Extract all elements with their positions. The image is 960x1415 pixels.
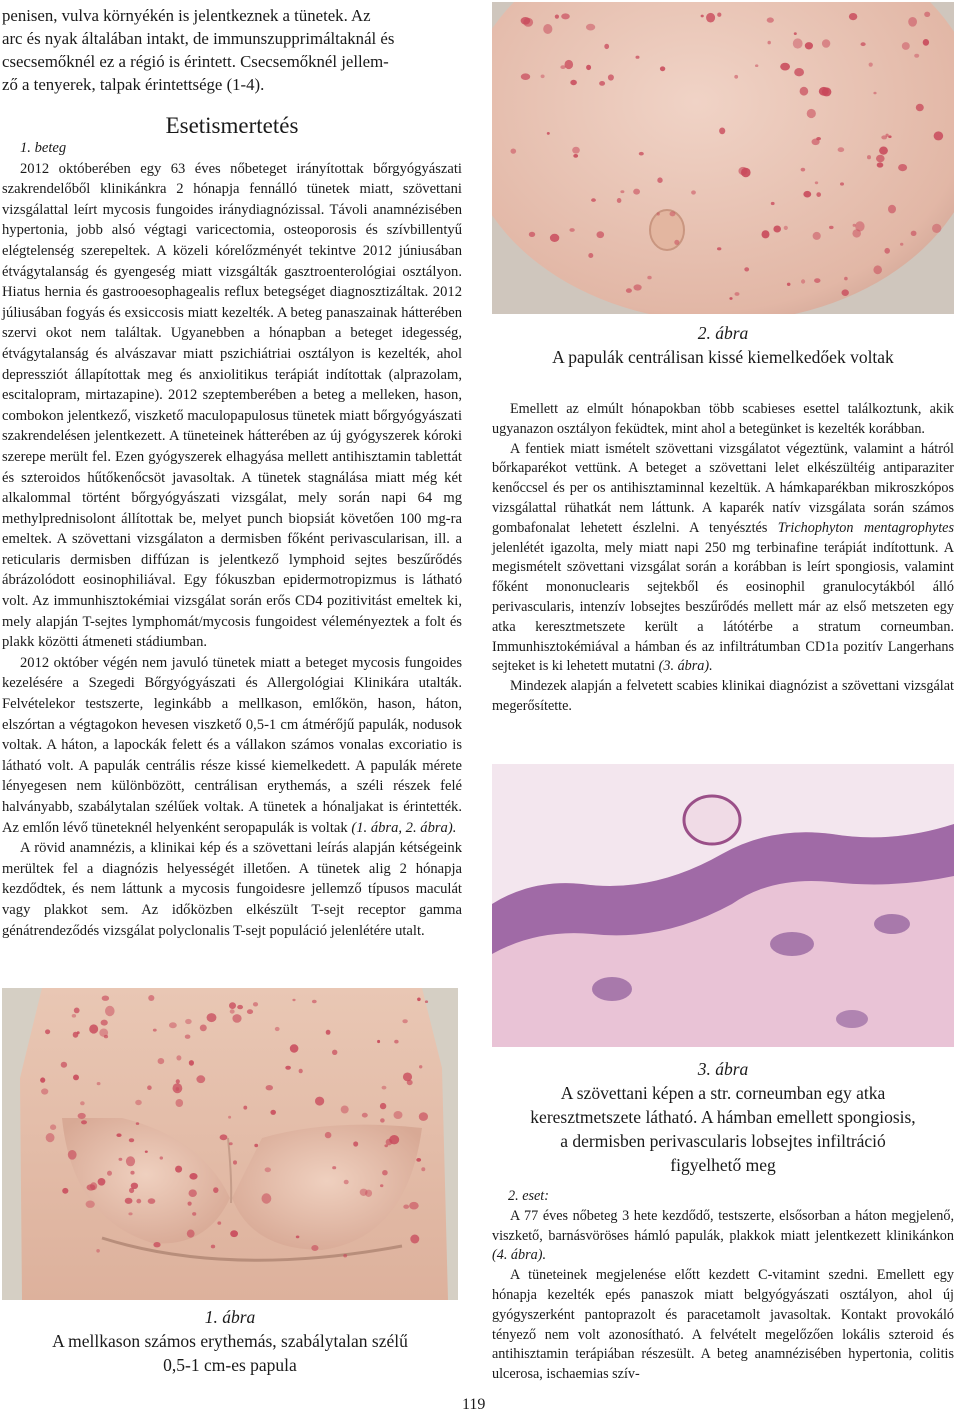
papule-mark (41, 1088, 48, 1094)
papule-mark (771, 202, 775, 205)
papule-mark (360, 1189, 368, 1196)
papule-mark (40, 1077, 45, 1082)
papule-mark (626, 288, 632, 293)
papule-mark (647, 276, 651, 280)
papule-mark (72, 1014, 76, 1018)
papule-mark (801, 279, 805, 283)
papule-mark (419, 1112, 428, 1121)
papule-mark (343, 1254, 347, 1257)
papule-mark (275, 1027, 280, 1031)
papule-mark (409, 1202, 419, 1210)
papule-mark (101, 1020, 108, 1026)
papule-mark (233, 1160, 237, 1164)
papule-mark (876, 155, 885, 162)
papule-mark (877, 162, 884, 167)
papule-mark (147, 1085, 152, 1090)
papule-mark (561, 13, 570, 19)
figure-3-caption (492, 1057, 954, 1177)
papule-mark (706, 13, 715, 23)
papule-mark (816, 192, 821, 197)
papule-mark (867, 155, 871, 159)
right-paragraph-1: Emellett az elmúlt hónapokban több scabieses esettel találkoztunk, akik ugyanazon osztályon feküdtek, mint ahol a betegünket is kezelték korábban. (492, 401, 954, 437)
papule-mark (719, 127, 725, 134)
breast-papules-illustration (492, 2, 954, 314)
case2-paragraph-1 (492, 1207, 954, 1266)
papule-mark (914, 54, 919, 58)
papule-mark (573, 154, 578, 158)
papule-mark (888, 135, 891, 138)
papule-mark (840, 182, 844, 185)
papule-mark (176, 1079, 180, 1083)
papule-mark (135, 1100, 142, 1105)
papule-mark (126, 1156, 135, 1166)
case1-label: 1. beteg (20, 140, 67, 156)
case2-label: 2. eset: (508, 1188, 549, 1204)
left-column-body (2, 138, 462, 941)
papule-mark (861, 42, 866, 46)
papule-mark (160, 1156, 163, 1159)
figure-1-caption (2, 1305, 458, 1377)
papule-mark (311, 1245, 318, 1251)
papule-mark (762, 230, 770, 238)
papule-mark (230, 1009, 235, 1013)
right-column-body (492, 400, 954, 717)
papule-mark (924, 12, 930, 17)
papule-mark (717, 13, 721, 17)
papule-mark (74, 1008, 80, 1014)
figure-1-caption-line: 0,5-1 cm-es papula (163, 1355, 297, 1375)
papule-mark (99, 1029, 108, 1037)
papule-mark (660, 66, 665, 71)
page-number: 119 (462, 1396, 486, 1413)
papule-mark (189, 1189, 197, 1197)
papule-mark (805, 42, 813, 49)
papule-mark (691, 190, 696, 194)
papule-mark (803, 191, 811, 198)
papule-mark (657, 212, 660, 215)
papule-mark (325, 1132, 332, 1138)
papule-mark (403, 1205, 409, 1209)
papule-mark (425, 1000, 428, 1003)
papule-mark (97, 1082, 101, 1085)
papule-mark (200, 1025, 207, 1032)
papule-mark (780, 63, 790, 71)
case2-section (492, 1187, 954, 1385)
papule-mark (773, 226, 781, 233)
papule-mark (68, 1150, 77, 1160)
papule-mark (285, 1066, 291, 1070)
papule-mark (529, 232, 535, 237)
papule-mark (119, 1158, 123, 1161)
papule-mark (382, 1170, 388, 1175)
papule-mark (888, 205, 896, 214)
papule-mark (853, 224, 856, 227)
papule-mark (800, 87, 809, 96)
papule-mark (62, 1188, 68, 1194)
papule-mark (572, 147, 580, 154)
papule-mark (188, 1202, 192, 1206)
papule-mark (586, 24, 595, 31)
papule-mark (254, 1144, 258, 1147)
papule-mark (220, 1134, 228, 1140)
papule-mark (386, 1139, 393, 1146)
papule-mark (734, 75, 738, 79)
papule-mark (394, 1040, 398, 1044)
papule-mark (898, 164, 907, 171)
papule-mark (296, 1236, 300, 1239)
papule-mark (755, 64, 758, 67)
papule-mark (176, 1099, 184, 1107)
case2-paragraph-1-text: A 77 éves nőbeteg 3 hete kezdődő, testszerte, elsősorban a háton megjelenő, viszkető, barnásvöröses hámló papulák, plakkok miatt jelentkezett klinikánkon (492, 1207, 954, 1244)
papule-mark (105, 1006, 115, 1016)
papule-mark (814, 278, 820, 283)
papule-mark (813, 232, 821, 240)
papule-mark (674, 240, 679, 245)
case1-paragraph-2-text: 2012 október végén nem javuló tünetek miatt a beteget mycosis fungoides kezelésére a Szegedi Bőrgyógyászati és Allergológiai Klinikára utalták. Felvételekor testszerte, leginkább a mellkason, emlőkön, hason, háton, elszórtan a végtagokon hevesen viszkető 0,5-1 cm átmérőjű papulák, nodusok voltak. A háton, a lapockák felett és a vállakon számos vonalas excoriatio is látható volt. A papulák centrális része kissé kiemelkedett. A papulák mérete lényegesen nem különbözött, centrálisan erythemás, a széli részek felé halványabb, szabálytalan szélűek voltak. A tünetek a hónaljakat is érintették. Az emlőn lévő tüneteknél helyenként seropapulák is voltak (2, 654, 462, 836)
papule-mark (410, 1235, 419, 1244)
section-heading-wrap (2, 111, 462, 141)
papule-mark (735, 292, 740, 296)
papule-mark (237, 1005, 243, 1009)
papule-mark (932, 224, 941, 233)
papule-mark (729, 297, 732, 300)
papule-mark (136, 1122, 139, 1125)
figure-reference: (1. ábra, 2. ábra). (351, 819, 457, 836)
papule-mark (620, 190, 624, 193)
papule-mark (380, 1184, 383, 1187)
papule-mark (78, 1113, 86, 1119)
papule-mark (262, 1193, 272, 1203)
papule-mark (362, 1113, 368, 1118)
papule-mark (148, 995, 154, 1001)
papule-mark (636, 56, 640, 59)
papule-mark (290, 1044, 299, 1052)
papule-mark (565, 60, 574, 69)
papule-mark (230, 1230, 238, 1237)
papule-mark (61, 1062, 67, 1068)
papule-mark (807, 109, 816, 118)
right-paragraph-2-text-b: jelenlétét igazolta, mely miatt napi 250 mg terbinafine terápiát indítottunk. A megismételt szövettani vizsgálat során a korábban is leírt spongiosis, valamint főként mononuclearis sejtekből és eosinophil granulocytákból álló perivascularis, intenzív lobsejtes beszűrődés mellett már az első metszeten egy atka keresztmetszete került a látótérbe a stratum corneumban. Immunhisztokémiával a hámban és az infiltrátumban CD1a pozitív Langerhans sejteket is ki lehetett mutatni (492, 539, 954, 675)
papule-mark (341, 1106, 349, 1114)
papule-mark (77, 1031, 80, 1034)
papule-mark (192, 1212, 196, 1216)
papule-mark (332, 1166, 336, 1169)
case1-paragraph-3: A rövid anamnézis, a klinikai kép és a szövettani leírás alapján kétségeink merültek fel a diagnózis helyességét illetően. A tünetek alig 2 hónapja kezdődtek, és nem láttunk a mycosis fungoidesre jellemző típusos maculát vagy plakkot sem. Az időközben elkészült T-sejt receptor gamma génátrendeződés vizsgálat polyclonalis T-sejt populáció jelenlétére utalt. (2, 840, 462, 939)
papule-mark (608, 74, 614, 80)
papule-mark (819, 87, 829, 96)
papule-mark (816, 137, 821, 140)
papule-mark (315, 1097, 324, 1106)
papule-mark (292, 999, 295, 1001)
species-name: Trichophyton mentagrophytes (777, 519, 954, 536)
papule-mark (873, 92, 876, 95)
papule-mark (801, 168, 806, 172)
papule-mark (767, 17, 774, 22)
papule-mark (794, 32, 797, 35)
papule-mark (849, 13, 857, 20)
papule-mark (670, 211, 676, 216)
papule-mark (128, 1212, 132, 1215)
histology-illustration (492, 764, 954, 1047)
papule-mark (217, 1221, 221, 1224)
papule-mark (270, 1110, 276, 1115)
papule-mark (213, 1187, 218, 1193)
papule-mark (45, 1029, 50, 1034)
papule-mark (881, 135, 887, 139)
figure-3-histology (492, 764, 954, 1047)
papule-mark (229, 1002, 236, 1009)
papule-mark (125, 1198, 133, 1204)
figure-1-caption-line: A mellkason számos erythemás, szabálytalan szélű (52, 1331, 408, 1351)
papule-mark (844, 277, 848, 281)
case2-paragraph-2: A tüneteinek megjelenése előtt kezdett C-vitamint szedni. Emellett egy hónapja kezelték epés panaszok miatt belgyógyászati osztályon, ahol új gyógyszerként pantoprazolt és paracetamolt javasoltak. Kontakt provokáló tényező nem volt azonosítható. A felvételt megelőzően lokális szteroid és antihisztamin terápiában részesült. A beteg anamnézisében hypertonia, colitis ulcerosa, ischaemias szív- (492, 1267, 954, 1383)
papule-mark (394, 1111, 403, 1119)
papule-mark (869, 63, 873, 67)
papule-mark (80, 1101, 85, 1105)
papule-mark (403, 1073, 412, 1082)
figure-2-caption (492, 321, 954, 369)
papule-mark (86, 1201, 95, 1208)
papule-mark (402, 1019, 407, 1023)
papule-mark (911, 231, 917, 236)
intro-line: ző a tenyerek, talpak érintettsége (1-4). (2, 75, 265, 94)
papule-mark (232, 1014, 241, 1023)
right-paragraph-3: Mindezek alapján a felvetett scabies klinikai diagnózist a szövettani vizsgálat megerősítette. (492, 678, 954, 714)
papule-mark (604, 44, 609, 49)
papule-mark (107, 1171, 112, 1176)
papule-mark (153, 1029, 157, 1032)
papule-mark (916, 104, 924, 111)
papule-mark (326, 1030, 331, 1035)
papule-mark (116, 1133, 121, 1137)
figure-reference: (4. ábra). (492, 1247, 546, 1264)
papule-mark (207, 1013, 217, 1022)
papule-mark (822, 39, 830, 48)
figure-reference: (3. ábra). (658, 658, 713, 675)
papule-mark (934, 131, 944, 140)
section-heading: Esetismertetés (165, 113, 299, 138)
papule-mark (81, 1120, 87, 1124)
papule-mark (50, 1124, 56, 1130)
intro-line: arc és nyak általában intakt, de immunszupprimáltaknál és (2, 29, 395, 48)
papule-mark (265, 1167, 271, 1172)
papule-mark (555, 15, 559, 19)
papule-mark (158, 1058, 165, 1064)
papule-mark (838, 147, 845, 152)
papule-mark (768, 41, 771, 45)
case1-paragraph-2 (2, 653, 462, 838)
papule-mark (312, 1000, 317, 1004)
papule-mark (187, 1230, 195, 1238)
papule-mark (855, 221, 864, 231)
papule-mark (634, 284, 642, 290)
papule-mark (639, 152, 644, 156)
papule-mark (185, 1019, 192, 1024)
figure-3-caption-line: figyelhető meg (670, 1155, 776, 1175)
papule-mark (633, 189, 640, 195)
papule-mark (842, 289, 849, 296)
papule-mark (543, 24, 552, 34)
papule-mark (377, 1040, 380, 1043)
papule-mark (176, 1055, 181, 1060)
intro-line: penisen, vulva környékén is jelentkeznek a tünetek. Az (2, 6, 371, 25)
papule-mark (541, 75, 545, 79)
papule-mark (902, 42, 910, 50)
papule-mark (353, 1141, 358, 1146)
papule-mark (189, 1060, 194, 1066)
papule-mark (793, 38, 803, 48)
papule-mark (253, 1002, 258, 1006)
papule-mark (657, 177, 662, 183)
papule-mark (229, 1142, 233, 1145)
papule-mark (130, 1171, 134, 1175)
papule-mark (547, 132, 550, 135)
papule-mark (228, 1116, 231, 1119)
figure-2-number: 2. ábra (697, 323, 749, 343)
figure-1-photo (2, 988, 458, 1300)
papule-mark (523, 18, 533, 27)
figure-3-caption-line: A szövettani képen a str. corneumban egy atka (560, 1083, 886, 1103)
papule-mark (787, 283, 791, 286)
papule-mark (617, 198, 622, 203)
right-paragraph-2-text-a: A fentiek miatt ismételt szövettani vizsgálatot végeztünk, valamint a hátról bőrkaparékot vettünk. A beteget a szövettani lelet elkészültéig antiparaziter kenőccsel és per os antihisztaminnal kezeltük. A hámkaparékban mikroszkópos vizsgálattal rühatkát nem láttunk. A kaparék natív vizsgálata során számos gombafonalat lehetett észlelni. A tenyésztés (492, 440, 954, 536)
papule-mark (247, 1009, 253, 1014)
papule-mark (129, 1138, 134, 1142)
papule-mark (46, 1133, 55, 1142)
papule-mark (900, 243, 903, 246)
papule-mark (102, 996, 109, 1001)
papule-mark (417, 998, 421, 1002)
papule-mark (299, 1069, 303, 1074)
papule-mark (266, 1085, 273, 1090)
papule-mark (344, 1180, 349, 1185)
papule-mark (380, 1118, 385, 1122)
papule-mark (98, 1178, 106, 1186)
right-paragraph-2 (492, 440, 954, 678)
papule-mark (741, 168, 751, 177)
case1-paragraph-1: 2012 októberében egy 63 éves nőbeteget irányítottak bőrgyógyászati szakrendelőből klinikánkra 2 hónapja fennálló tünetek miatt, szövettani vizsgálattal leírt mycosis fungoides iránydiagnózissal. Távoli anamnézisében hypertonia, jobb alsó végtagi varicectomia, osteoporosis és szívbillentyű elégtelenség szerepeltek. A közeli kórelőzményét tekintve 2012 júniusában étvágytalanság és gyengeség miatt vizsgálták gasztroenterológiai osztályon. Hiatus hernia és gastrooesophagealis reflux betegséget diagnosztizáltak. 2012 júliusában fogyás és exsiccosis miatt kezelték. A beteg panaszainak hátterében szervi okot nem találtak. Ugyanebben a hónapban a beteget idegesség, étvágytalanság és alvászavar miatt pszichiátriai osztályon is kezelték, ahol depressziót állapítottak meg és anxiolitikus terápiát indítottak (alprazolam, escitalopram, mirtazapine). 2012 szeptemberében a beteg a melleken, hason, combokon jelentkező, viszkető maculopapulosus tünetek miatt bőrgyógyászati szakrendelésen jelentkezett. A tüneteinek hátterében az új gyógyszerek kóroki szerepe merült fel. Ezen gyógyszerek elhagyása mellett antihisztamin tablettát és szteroidos hűtőkenőcsöt javasoltak. A tünetek stagnálása miatt még két alkalommal történt bőrgyógyászati vizsgálat, mely során napi 64 mg methylprednisolont állítottak be, melyet punch biopsiát követően 100 mg-ra emeltek. A szövettani vizsgálaton a dermisben főként perivascularisan, ill. a reticularis dermisben diffúzan is jelentkező lymphoid sejtes beszűrődés ábrázolódott eosinophiliával. Egy fókuszban epidermotropizmus is látható volt. Az immunhisztokémiai vizsgálat során erős CD4 pozitivitást emeltek ki, mely alapján T-sejtes lymphomát/mycosis fungoidest véleményeztek a folt és plakk közötti átmeneti stádiumban. (2, 160, 462, 651)
figure-2-caption-text: A papulák centrálisan kissé kiemelkedőek voltak (552, 347, 894, 367)
papule-mark (879, 147, 888, 155)
papule-mark (89, 1024, 98, 1033)
papule-mark (73, 1075, 79, 1081)
papule-mark (588, 253, 593, 258)
papule-mark (829, 226, 834, 229)
figure-3-caption-line: keresztmetszete látható. A hámban emellett spongiosis, (530, 1107, 916, 1127)
papule-mark (569, 228, 574, 232)
intro-line: csecsemőknél ez a régió is érintett. Csecsemőknél jellem- (2, 52, 389, 71)
papule-mark (196, 1075, 205, 1083)
papule-mark (185, 1035, 191, 1039)
papule-mark (784, 226, 788, 230)
papule-mark (873, 265, 882, 274)
papule-mark (597, 231, 605, 238)
papule-mark (744, 267, 749, 271)
papule-mark (717, 247, 721, 250)
papule-mark (96, 1249, 100, 1253)
papule-mark (599, 81, 605, 86)
papule-mark (136, 1199, 141, 1204)
chest-papules-illustration (2, 988, 458, 1300)
papule-mark (153, 1242, 160, 1247)
papule-mark (243, 1106, 247, 1110)
papule-mark (189, 1173, 197, 1180)
papule-mark (173, 1083, 183, 1093)
figure-1-number: 1. ábra (204, 1307, 256, 1327)
papule-mark (211, 1245, 215, 1249)
papule-mark (570, 80, 577, 85)
left-column-intro (2, 4, 462, 96)
papule-mark (145, 1151, 148, 1153)
papule-mark (923, 39, 929, 46)
figure-3-number: 3. ábra (697, 1059, 749, 1079)
papule-mark (175, 1166, 182, 1173)
papule-mark (148, 1198, 156, 1204)
papule-mark (521, 73, 530, 80)
papule-mark (511, 149, 517, 154)
papule-mark (90, 1182, 97, 1190)
papule-mark (815, 181, 818, 184)
papule-mark (131, 1183, 138, 1189)
papule-mark (332, 1050, 337, 1055)
papule-mark (884, 248, 890, 254)
papule-mark (416, 1158, 421, 1162)
papule-mark (169, 1022, 177, 1028)
papule-mark (380, 1103, 386, 1109)
papule-mark (382, 1086, 387, 1090)
papule-mark (550, 234, 559, 242)
figure-2-photo (492, 2, 954, 314)
papule-mark (591, 198, 596, 202)
papule-mark (908, 17, 917, 27)
papule-mark (586, 65, 591, 70)
figure-3-caption-line: a dermisben perivascularis lobsejtes infiltráció (560, 1131, 886, 1151)
papule-mark (419, 1065, 422, 1068)
papule-mark (701, 15, 704, 18)
papule-mark (794, 68, 804, 76)
papule-mark (421, 1167, 425, 1171)
